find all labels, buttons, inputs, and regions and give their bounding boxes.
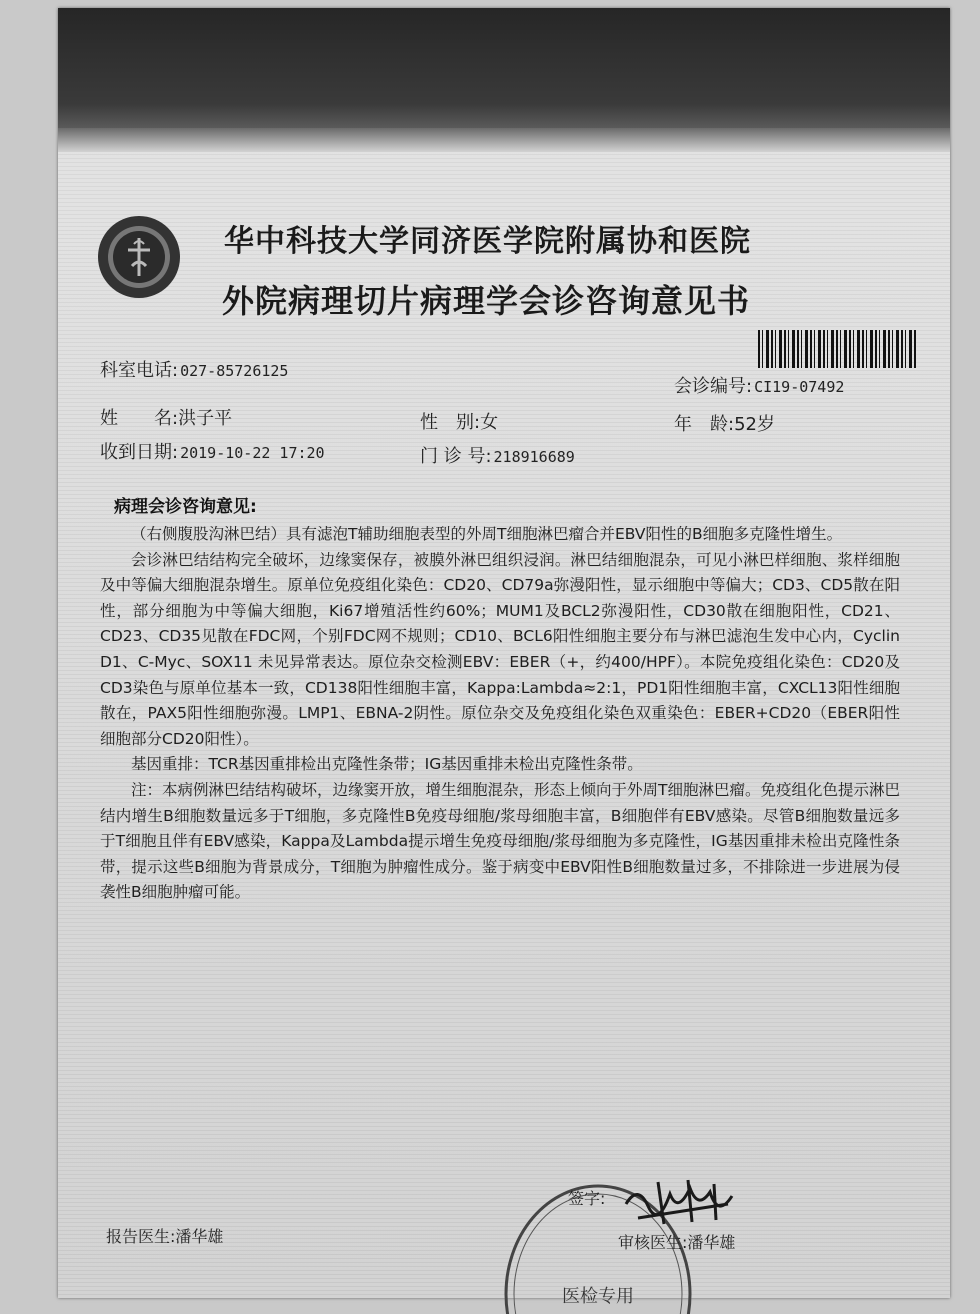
hospital-name: 华中科技大学同济医学院附属协和医院 bbox=[224, 224, 751, 259]
gender-value: 女 bbox=[480, 412, 499, 433]
dept-phone-value: 027-85726125 bbox=[180, 362, 289, 380]
reporter-field bbox=[106, 1224, 223, 1247]
consult-number-label: 会诊编号: bbox=[674, 376, 753, 397]
report-sheet bbox=[58, 8, 950, 1307]
consult-number-value: CI19-07492 bbox=[754, 378, 845, 396]
scan-dark-band bbox=[58, 8, 950, 128]
opinion-paragraph: 基因重排：TCR基因重排检出克隆性条带；IG基因重排未检出克隆性条带。 bbox=[131, 755, 643, 774]
patient-name-value: 洪子平 bbox=[178, 408, 233, 429]
received-date-label: 收到日期: bbox=[100, 442, 179, 463]
opinion-paragraph: （右侧腹股沟淋巴结）具有滤泡T辅助细胞表型的外周T细胞淋巴瘤合并EBV阳性的B细胞多克隆性增生。 bbox=[131, 525, 843, 543]
clinic-number-value: 218916689 bbox=[493, 448, 575, 466]
consult-number-field bbox=[674, 372, 844, 398]
gender-field bbox=[420, 408, 498, 434]
scan-band-fade bbox=[58, 128, 950, 152]
opinion-paragraph: 注：本病例淋巴结结构破坏，边缘窦开放，增生细胞混杂，形态上倾向于外周T细胞淋巴瘤。免疫组化色提示淋巴结内增生B细胞数量远多于T细胞，多克隆性B免疫母细胞/浆母细胞丰富，B细胞伴有EBV感染。尽管B细胞数量远多于T细胞且伴有EBV感染，Kappa及Lambda提示增生免疫母细胞/浆母细胞为多克隆性，IG基因重排未检出克隆性条带，提示这些B细胞为背景成分，T细胞为肿瘤性成分。鉴于病变中EBV阳性B细胞数量过多，不排除进一步进展为侵袭性B细胞肿瘤可能。 bbox=[100, 780, 900, 902]
signature-label: 签字: bbox=[568, 1189, 606, 1208]
document-title: 外院病理切片病理学会诊咨询意见书 bbox=[222, 282, 751, 320]
opinion-body bbox=[100, 522, 900, 906]
patient-name-field bbox=[100, 404, 232, 430]
reviewer-label: 审核医生: bbox=[618, 1233, 688, 1252]
received-date-value: 2019-10-22 17:20 bbox=[180, 444, 325, 462]
clinic-number-label: 门 诊 号: bbox=[420, 446, 492, 467]
opinion-section-title: 病理会诊咨询意见: bbox=[114, 497, 257, 517]
patient-name-label: 姓 名: bbox=[100, 408, 179, 429]
dept-phone-field bbox=[100, 356, 288, 382]
seal-text: 医检专用 bbox=[562, 1286, 634, 1307]
handwritten-signature-icon bbox=[618, 1174, 748, 1234]
reviewer-field bbox=[618, 1230, 735, 1253]
age-field bbox=[674, 410, 775, 436]
gender-label: 性 别: bbox=[420, 412, 481, 433]
hospital-emblem-icon bbox=[96, 214, 182, 300]
barcode bbox=[758, 330, 918, 368]
age-value: 52岁 bbox=[734, 414, 775, 435]
reviewer-name: 潘华雄 bbox=[687, 1233, 736, 1252]
received-date-field bbox=[100, 438, 325, 464]
age-label: 年 龄: bbox=[674, 414, 735, 435]
reporter-label: 报告医生: bbox=[106, 1227, 176, 1246]
clinic-number-field bbox=[420, 442, 575, 468]
opinion-paragraph: 会诊淋巴结结构完全破坏，边缘窦保存，被膜外淋巴组织浸润。淋巴结细胞混杂，可见小淋巴样细胞、浆样细胞及中等偏大细胞混杂增生。原单位免疫组化染色：CD20、CD79a弥漫阳性，显示细胞中等偏大；CD3、CD5散在阳性，部分细胞为中等偏大细胞，Ki67增殖活性约60%；MUM1及BCL2弥漫阳性，CD30散在细胞阳性，CD21、CD23、CD35见散在FDC网，个别FDC网不规则；CD10、BCL6阳性细胞主要分布与淋巴滤泡生发中心内，Cyclin D1、C-Myc、SOX11 未见异常表达。原位杂交检测EBV：EBER（+，约400/HPF）。本院免疫组化染色：CD20及CD3染色与原单位基本一致，CD138阳性细胞丰富，Kappa:Lambda≈2:1，PD1阳性细胞丰富，CXCL13阳性细胞散在，PAX5阳性细胞弥漫。LMP1、EBNA-2阴性。原位杂交及免疫组化染色双重染色：EBER+CD20（EBER阳性细胞部分CD20阳性）。 bbox=[100, 550, 900, 748]
dept-phone-label: 科室电话: bbox=[100, 360, 179, 381]
reporter-name: 潘华雄 bbox=[175, 1227, 224, 1246]
